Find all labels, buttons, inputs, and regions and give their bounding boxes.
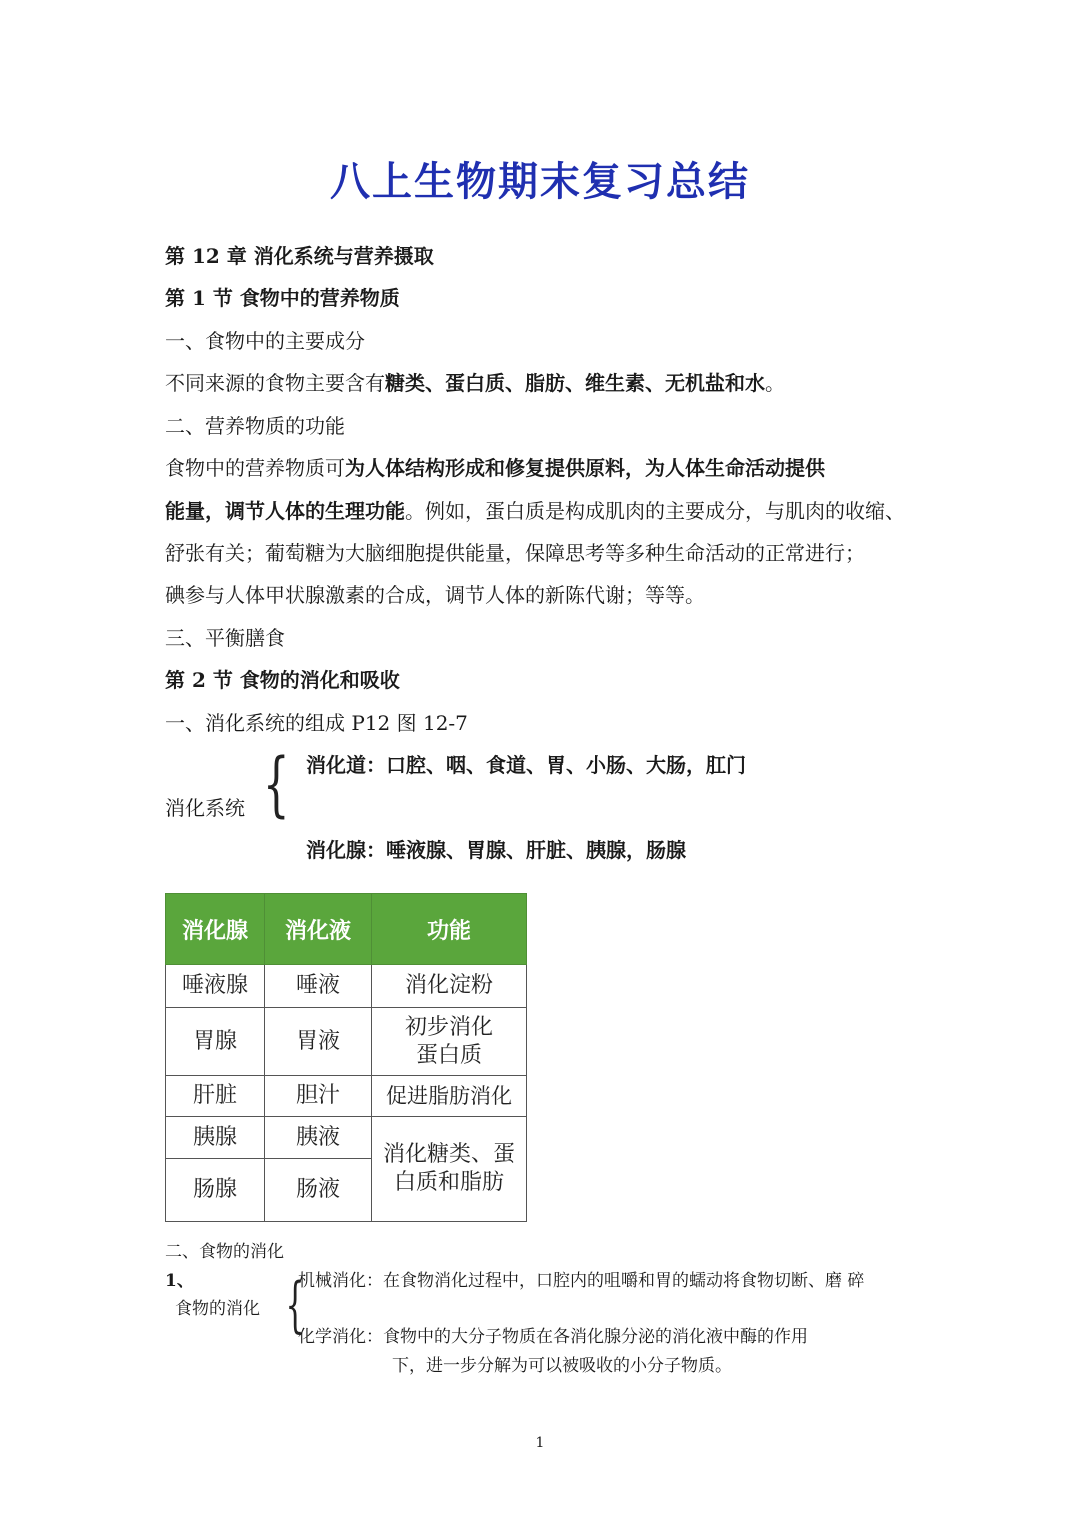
chemical-digestion: 化学消化：食物中的大分子物质在各消化腺分泌的消化液中酶的作用: [298, 1327, 808, 1347]
system-label: 消化系统: [165, 796, 245, 820]
header-cell: 功能: [372, 894, 527, 965]
paragraph-line: 碘参与人体甲状腺激素的合成，调节人体的新陈代谢；等等。: [165, 583, 705, 607]
table-row: [166, 1076, 527, 1117]
table-cell: 胰液: [265, 1117, 372, 1159]
item-number: 1、: [165, 1271, 194, 1291]
table-row: [166, 1117, 527, 1159]
paragraph-line: [165, 454, 825, 482]
table-cell: 胃液: [265, 1008, 372, 1076]
text: 食物中的营养物质可: [165, 456, 345, 480]
section-heading: 第 2 节 食物的消化和吸收: [165, 668, 400, 692]
table-cell: 唾液腺: [166, 965, 265, 1008]
table-cell: 唾液: [265, 965, 372, 1008]
table-cell: 胰腺: [166, 1117, 265, 1159]
bold-text: 糖类、蛋白质、脂肪、维生素、无机盐和水: [385, 371, 765, 395]
text: 。: [765, 371, 785, 395]
page-number: 1: [535, 1435, 545, 1451]
brace-icon: {: [262, 743, 290, 825]
header-cell: 消化腺: [166, 894, 265, 965]
mechanical-digestion: 机械消化：在食物消化过程中，口腔内的咀嚼和胃的蠕动将食物切断、磨 碎: [298, 1271, 865, 1291]
table-cell: 肝脏: [166, 1076, 265, 1117]
document-title: 八上生物期末复习总结: [330, 159, 750, 205]
subheading: 二、食物的消化: [165, 1242, 284, 1262]
paragraph: [165, 369, 785, 397]
bold-text: 为人体结构形成和修复提供原料，为人体生命活动提供: [345, 456, 825, 480]
table-cell: 胃腺: [166, 1008, 265, 1076]
text: 不同来源的食物主要含有: [165, 371, 385, 395]
paragraph-line: [165, 497, 905, 525]
header-cell: 消化液: [265, 894, 372, 965]
table-header-row: [166, 894, 527, 965]
table-cell: 促进脂肪消化: [372, 1076, 527, 1117]
subheading: 三、平衡膳食: [165, 626, 285, 650]
digestion-label: 食物的消化: [175, 1299, 260, 1319]
table-cell: 肠液: [265, 1159, 372, 1222]
chapter-heading: 第 12 章 消化系统与营养摄取: [165, 244, 434, 268]
bold-text: 能量，调节人体的生理功能: [165, 499, 405, 523]
table-cell: 初步消化 蛋白质: [372, 1008, 527, 1076]
table-row: [166, 965, 527, 1008]
table-cell: 消化糖类、蛋 白质和脂肪: [372, 1117, 527, 1222]
table-row: [166, 1008, 527, 1076]
brace-icon: {: [285, 1270, 305, 1340]
table-cell: 肠腺: [166, 1159, 265, 1222]
table-cell: 胆汁: [265, 1076, 372, 1117]
digestive-glands: 消化腺：唾液腺、胃腺、肝脏、胰腺，肠腺: [306, 838, 686, 862]
subheading: 一、消化系统的组成 P12 图 12-7: [165, 711, 468, 735]
digestive-glands-table: [165, 893, 527, 1222]
table-cell: 消化淀粉: [372, 965, 527, 1008]
subheading: 一、食物中的主要成分: [165, 329, 365, 353]
subheading: 二、营养物质的功能: [165, 414, 345, 438]
paragraph-line: 舒张有关；葡萄糖为大脑细胞提供能量，保障思考等多种生命活动的正常进行；: [165, 541, 865, 565]
chemical-digestion-cont: 下，进一步分解为可以被吸收的小分子物质。: [392, 1356, 732, 1376]
text: 。例如，蛋白质是构成肌肉的主要成分，与肌肉的收缩、: [405, 499, 905, 523]
digestive-tract: 消化道：口腔、咽、食道、胃、小肠、大肠，肛门: [306, 753, 746, 777]
section-heading: 第 1 节 食物中的营养物质: [165, 286, 400, 310]
